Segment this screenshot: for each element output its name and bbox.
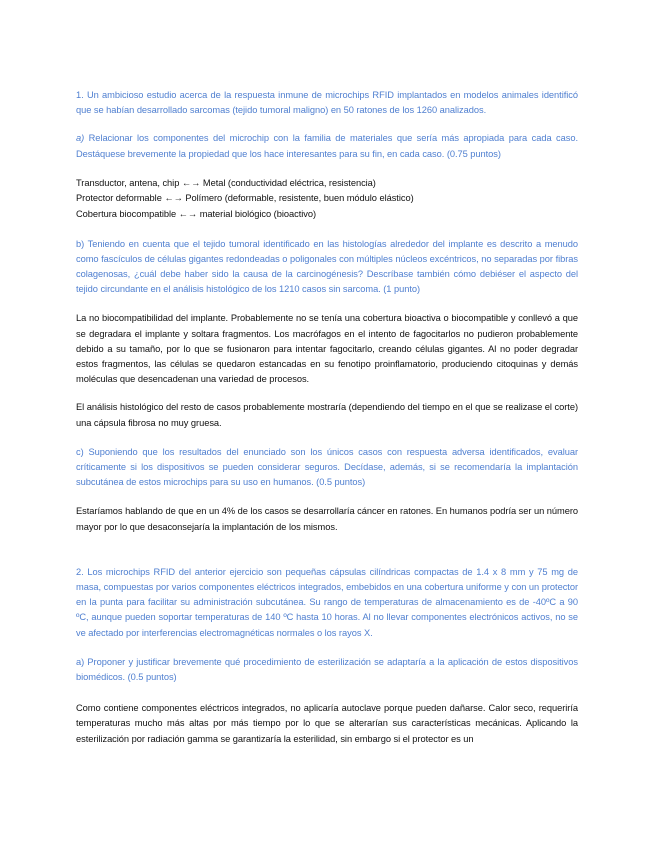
question-1a-letter: a): [76, 133, 85, 144]
answer-1b-paragraph-2: El análisis histológico del resto de casos probablemente mostraría (dependiendo del tiempo en el que se realizase el corte) una cápsula fibrosa no muy gruesa.: [76, 402, 578, 428]
answer-1b-paragraph-1: La no biocompatibilidad del implante. Probablemente no se tenía una cobertura bioactiva o biocompatible y conllevó a que se degradara el implante y soltara fragmentos. Los macrófagos en el intento de fagocitarlos no pudieron probablemente debido a su tamaño, por lo que se fusionaron para intentar fagocitarlo, creando células gigantes. Al no poder degradar estos fragmentos, las células se quedaron estancadas en su fenotipo proinflamatorio, produciendo citoquinas y demás moléculas que desencadenan una variedad de procesos.: [76, 313, 578, 385]
answer-1c: Estaríamos hablando de que en un 4% de los casos se desarrollaría cáncer en ratones. En humanos podría ser un número mayor por lo que desaconsejaría la implantación de los mismos.: [76, 506, 578, 532]
document-page: [76, 88, 578, 747]
question-1c: c) Suponiendo que los resultados del enunciado son los únicos casos con respuesta adversa identificados, evaluar críticamente si los dispositivos se pueden considerar seguros. Decídase, además, si se recomendaría la implantación subcutánea de estos microchips para su uso en humanos. (0.5 puntos): [76, 446, 578, 488]
answer-2a: Como contiene componentes eléctricos integrados, no aplicaría autoclave porque pueden dañarse. Calor seco, requeriría temperaturas mucho más altas por más tiempo por lo que se alterarían sus características mecánicas. Aplicando la esterilización por radiación gamma se garantizaría la esterilidad, sin embargo si el protector es un: [76, 703, 578, 744]
question-1a: [76, 131, 578, 161]
pairings-list: [76, 176, 578, 223]
question-1b: b) Teniendo en cuenta que el tejido tumoral identificado en las histologías alrededor del implante es descrito a menudo como fascículos de células gigantes redondeadas o poligonales con múltiples núcleos excéntricos, no separadas por fibras colagenosas, ¿cuál debe haber sido la causa de la carcinogénesis? Descríbase también cómo debiéser el aspecto del tejido circundante en el análisis histológico de los 1210 casos sin sarcoma. (1 punto): [76, 238, 578, 295]
pairing-item: Cobertura biocompatible ←→ material biológico (bioactivo): [76, 209, 317, 219]
question-2-intro: 2. Los microchips RFID del anterior ejercicio son pequeñas cápsulas cilíndricas compactas de 1.4 x 8 mm y 75 mg de masa, compuestas por varios componentes eléctricos integrados, embebidos en una cobertura uniforme y con un protector en la punta para facilitar su administración subcutánea. Su rango de temperaturas de almacenamiento es de -40ºC a 90 ºC, aunque pueden soportar temperaturas de 140 ºC hasta 10 horas. Al no llevar componentes electrónicos activos, no se ve afectado por interferencias electromagnéticas normales o los rayos X.: [76, 566, 578, 638]
pairing-item: Protector deformable ←→ Polímero (deformable, resistente, buen módulo elástico): [76, 193, 414, 204]
question-1-intro: 1. Un ambicioso estudio acerca de la respuesta inmune de microchips RFID implantados en modelos animales identificó que se habían desarrollado sarcomas (tejido tumoral maligno) en 50 ratones de los 1260 analizados.: [76, 90, 578, 116]
pairing-item: Transductor, antena, chip ←→ Metal (conductividad eléctrica, resistencia): [76, 177, 376, 188]
question-1a-text: Relacionar los componentes del microchip con la familia de materiales que sería más apropiada para cada caso. Destáquese brevemente la propiedad que los hace interesantes para su fin, en cada caso. (0.75 puntos): [76, 133, 578, 159]
question-2a: a) Proponer y justificar brevemente qué procedimiento de esterilización se adaptaría a la aplicación de estos dispositivos biomédicos. (0.5 puntos): [76, 656, 578, 683]
